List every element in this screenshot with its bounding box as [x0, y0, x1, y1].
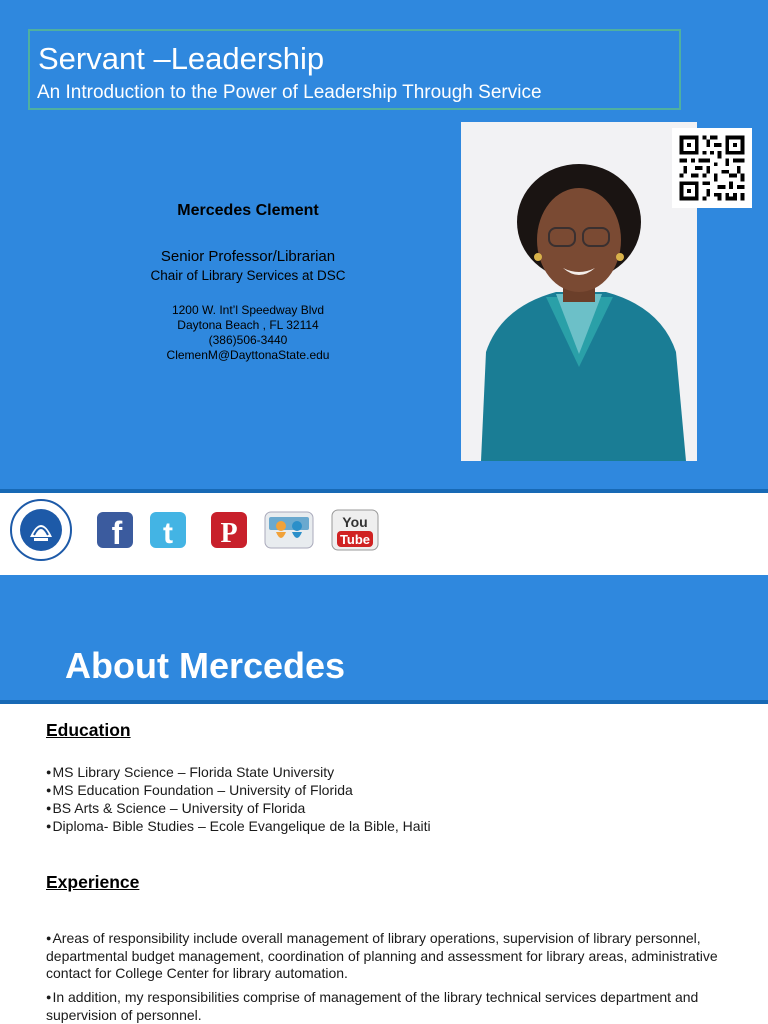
slide-subtitle: An Introduction to the Power of Leadership Through Service	[37, 82, 542, 103]
list-item: ● BS Arts & Science – University of Florida	[46, 799, 431, 817]
contact-phone: (386)506-3440	[208, 333, 288, 347]
list-item: ● MS Library Science – Florida State University	[46, 763, 431, 781]
twitter-icon[interactable]	[149, 508, 187, 552]
pinterest-icon[interactable]	[210, 508, 248, 552]
svg-text:You: You	[342, 514, 368, 530]
svg-text:Tube: Tube	[339, 532, 371, 547]
education-heading: Education	[46, 720, 131, 740]
about-title: About Mercedes	[65, 645, 346, 686]
svg-text:P: P	[220, 518, 238, 549]
facebook-icon[interactable]	[96, 508, 134, 552]
list-item: ● Diploma- Bible Studies – Ecole Evangelique de la Bible, Haiti	[46, 817, 431, 835]
contact-address-line1: 1200 W. Int’l Speedway Blvd	[171, 303, 325, 317]
about-slide-header	[0, 575, 768, 700]
slide-divider	[0, 700, 768, 704]
experience-item: ● In addition, my responsibilities comprise of management of the library technical services department and supervision of personnel.	[46, 989, 726, 1024]
contact-name: Mercedes Clement	[177, 202, 319, 219]
experience-item: ● Areas of responsibility include overall management of library operations, supervision of library personnel, departmental budget management, coordination of planning and assessment for library areas, administrative contact for College Center for library automation.	[46, 930, 726, 983]
contact-role: Senior Professor/Librarian	[160, 248, 336, 265]
portrait-photo	[461, 122, 697, 461]
contact-email[interactable]: ClemenM@DayttonaState.edu	[166, 348, 330, 362]
experience-heading: Experience	[46, 872, 140, 892]
list-item: ● MS Education Foundation – University of Florida	[46, 781, 431, 799]
college-seal-icon	[10, 499, 72, 561]
youtube-icon[interactable]	[331, 508, 379, 552]
contact-chair: Chair of Library Services at DSC	[150, 268, 346, 283]
qr-code[interactable]	[672, 128, 752, 208]
contact-address-line2: Daytona Beach , FL 32114	[177, 318, 319, 332]
title-slide	[0, 0, 768, 489]
svg-text:f: f	[111, 515, 123, 551]
slideshare-icon[interactable]	[264, 508, 314, 552]
social-strip	[0, 493, 768, 575]
title-box	[28, 29, 681, 110]
education-list	[46, 763, 431, 835]
svg-text:t: t	[163, 517, 173, 550]
slide-title: Servant –Leadership	[38, 41, 325, 76]
